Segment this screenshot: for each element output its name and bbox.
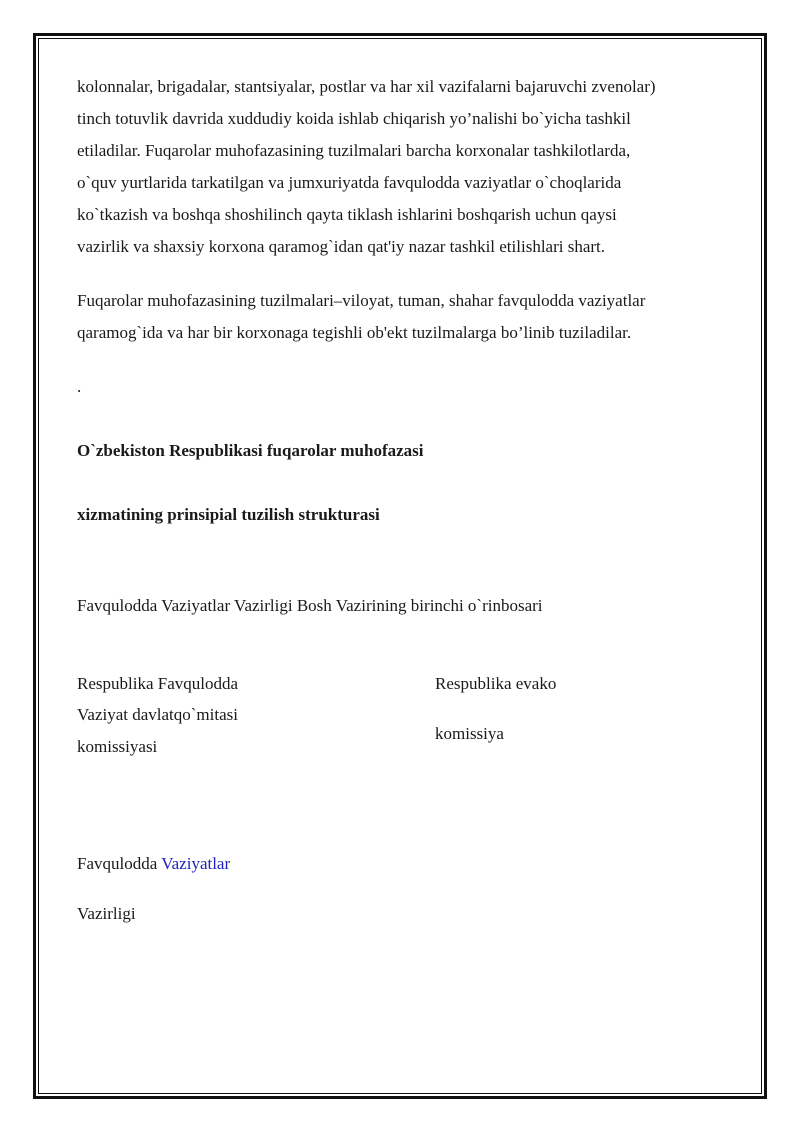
ministry-line-2: Vazirligi xyxy=(77,904,136,923)
paragraph-1 xyxy=(77,76,737,257)
heading-line-1: O`zbekiston Respublikasi fuqarolar muhofazasi xyxy=(77,441,424,460)
paragraph-1-line: etiladilar. Fuqarolar muhofazasining tuzilmalari barcha korxonalar tashkilotlarda, xyxy=(77,141,631,160)
paragraph-1-line: o`quv yurtlarida tarkatilgan va jumxuriyatda favqulodda vaziyatlar o`choqlarida xyxy=(77,173,622,192)
left-box-line-1: Respublika Favqulodda xyxy=(77,674,239,693)
structure-top-label: Favqulodda Vaziyatlar Vazirligi Bosh Vazirining birinchi o`rinbosari xyxy=(77,596,543,615)
paragraph-2-line: Fuqarolar muhofazasining tuzilmalari–viloyat, tuman, shahar favqulodda vaziyatlar xyxy=(77,291,646,310)
paragraph-2-line: qaramog`ida va har bir korxonaga tegishli ob'ekt tuzilmalarga bo’linib tuziladilar. xyxy=(77,323,632,342)
ministry-word-1: Favqulodda xyxy=(77,854,158,873)
heading-line-2: xizmatining prinsipial tuzilish strukturasi xyxy=(77,505,380,524)
paragraph-1-line: ko`tkazish va boshqa shoshilinch qayta tiklash ishlarini boshqarish uchun qaysi xyxy=(77,205,617,224)
ministry-line-1 xyxy=(77,853,230,874)
paragraph-1-line: kolonnalar, brigadalar, stantsiyalar, postlar va har xil vazifalarni bajaruvchi zvenolar) xyxy=(77,77,656,96)
dot-marker: . xyxy=(77,377,82,396)
right-box-line-1: Respublika evako xyxy=(435,674,557,693)
paragraph-1-line: vazirlik va shaxsiy korxona qaramog`idan qat'iy nazar tashkil etilishlari shart. xyxy=(77,237,606,256)
left-box-line-2: Vaziyat davlatqo`mitasi xyxy=(77,705,238,724)
right-box-line-2: komissiya xyxy=(435,724,504,743)
left-box-line-3: komissiyasi xyxy=(77,737,158,756)
paragraph-2 xyxy=(77,290,737,343)
ministry-word-2-link[interactable]: Vaziyatlar xyxy=(161,854,231,873)
paragraph-1-line: tinch totuvlik davrida xuddudiy koida ishlab chiqarish yo’nalishi bo`yicha tashkil xyxy=(77,109,631,128)
